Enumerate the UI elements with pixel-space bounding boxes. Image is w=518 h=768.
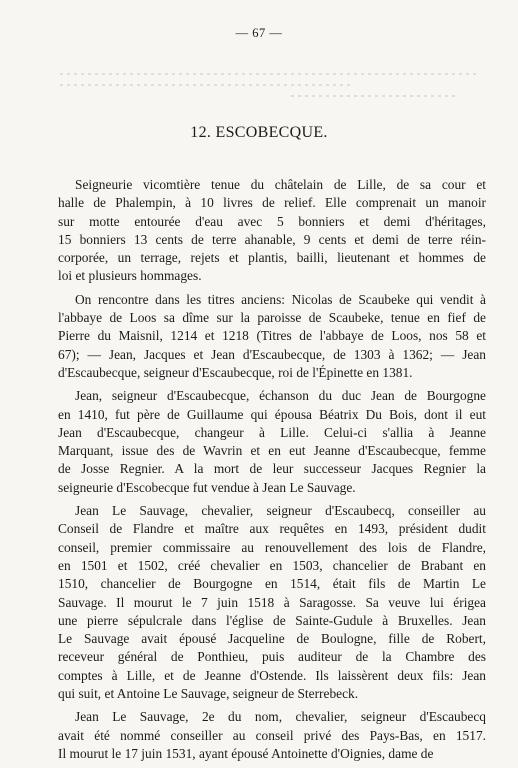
- text-line: Seigneurie vicomtière tenue du châtelain de Lille, de sa cour et: [75, 177, 486, 192]
- text-line: Il mourut le 17 juin 1531, ayant épousé Antoinette d'Oignies, dame de: [58, 745, 434, 761]
- text-line: 67); — Jean, Jacques et Jean d'Escaubecque, de 1303 à 1362; — Jean: [58, 346, 486, 362]
- text-line: avait été nommé conseiller au conseil privé des Pays-Bas, en 1517.: [58, 727, 486, 743]
- text-line: 15 bonniers 13 cents de terre ahanable, 9 cents et demi de terre réin-: [58, 231, 486, 247]
- text-line: comptes à Lille, et de Jeanne d'Ostende. Ils laissèrent deux fils: Jean: [58, 667, 486, 683]
- text-line: de Josse Regnier. A la mort de leur successeur Jacques Regnier la: [58, 461, 486, 477]
- page-number: — 67 —: [235, 26, 283, 40]
- text-line: Jean Le Sauvage, 2e du nom, chevalier, seigneur d'Escaubecq: [75, 709, 486, 725]
- text-line: 1510, chancelier de Bourgogne en 1514, était fils de Martin Le: [58, 576, 486, 592]
- text-line: Pierre du Maisnil, 1214 et 1218 (Titres de l'abbaye de Loos, nos 58 et: [58, 328, 486, 344]
- text-line: d'Escaubecque, seigneur d'Escaubecque, roi de l'Épinette en 1381.: [58, 364, 413, 380]
- paragraph: [58, 502, 486, 703]
- paragraph: [58, 176, 486, 286]
- text-line: loi et plusieurs hommages.: [58, 268, 202, 284]
- text-line: Jean d'Escaubecque, changeur à Lille. Celui-ci s'allia à Jeanne: [58, 424, 486, 440]
- paragraph: [58, 708, 486, 763]
- paragraph: [58, 291, 486, 382]
- body-text: [58, 176, 486, 768]
- text-line: l'abbaye de Loos sa dîme sur la paroisse de Scaubeke, tenue en fief de: [58, 310, 486, 326]
- bleed-through-text: [60, 64, 480, 124]
- text-line: qui suit, et Antoine Le Sauvage, seigneur de Sterrebeck.: [58, 686, 359, 702]
- text-line: Conseil de Flandre et maître aux requêtes en 1493, président dudit: [58, 521, 486, 537]
- text-line: en 1410, fut père de Guillaume qui épousa Béatrix Du Bois, dont il eut: [58, 406, 486, 422]
- text-line: receveur général de Ponthieu, puis auditeur de la Chambre des: [58, 649, 486, 665]
- section-title: 12. ESCOBECQUE.: [190, 124, 328, 141]
- text-line: Jean, seigneur d'Escaubecque, échanson du duc Jean de Bourgogne: [75, 388, 486, 404]
- text-line: On rencontre dans les titres anciens: Nicolas de Scaubeke qui vendit à: [75, 291, 486, 307]
- text-line: seigneurie d'Escobecque fut vendue à Jean Le Sauvage.: [58, 479, 356, 495]
- text-line: en 1501 et 1502, créé chevalier en 1503, chancelier de Brabant en: [58, 557, 486, 573]
- paragraph: [58, 387, 486, 497]
- text-line: Marquant, issue des de Wavrin et en eut Jeanne d'Escaubecque, femme: [58, 443, 486, 459]
- text-line: Jean Le Sauvage, chevalier, seigneur d'Escaubecq, conseiller au: [75, 503, 486, 519]
- text-line: halle de Phalempin, à 10 livres de relief. Elle comprenait un manoir: [58, 195, 486, 211]
- text-line: Le Sauvage avait épousé Jacqueline de Boulogne, fille de Robert,: [58, 631, 486, 647]
- text-line: sur motte entourée d'eau avec 5 bonniers et demi d'héritages,: [58, 213, 486, 229]
- text-line: Sauvage. Il mourut le 7 juin 1518 à Saragosse. Sa veuve lui érigea: [58, 594, 486, 610]
- text-line: corporée, un terrage, rejets et plantis, bailli, lieutenant et hommes de: [58, 250, 486, 266]
- text-line: une pierre sépulcrale dans l'église de Sainte-Gudule à Bruxelles. Jean: [58, 612, 486, 628]
- text-line: conseil, premier commissaire au renouvellement des lois de Flandre,: [58, 539, 486, 555]
